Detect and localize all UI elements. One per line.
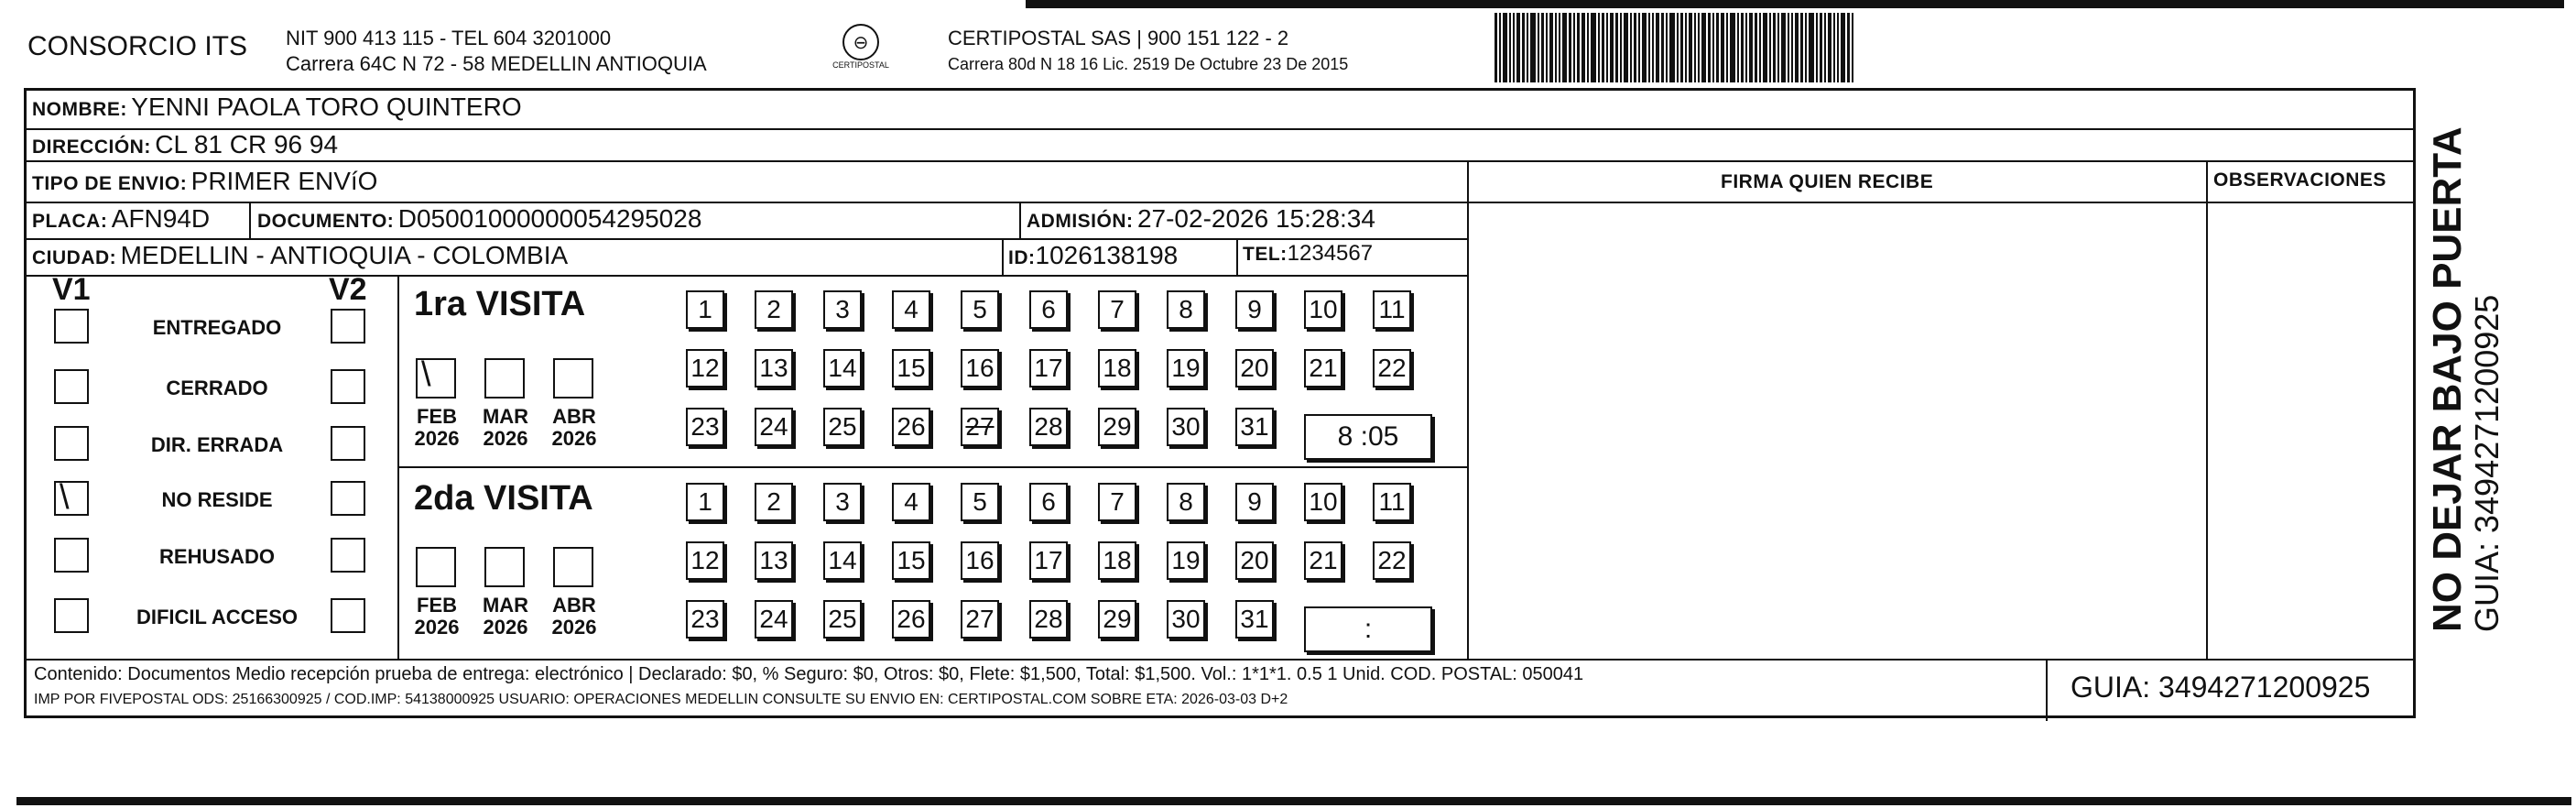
barcode-bar <box>1652 13 1654 82</box>
barcode-bar <box>1503 13 1507 82</box>
tel-value: 1234567 <box>1287 241 1374 266</box>
month-label <box>405 406 469 450</box>
month-checkbox[interactable] <box>484 358 525 399</box>
day-checkbox[interactable]: 31 <box>1235 408 1274 446</box>
v1-checkbox[interactable] <box>54 538 89 573</box>
v1-checkbox[interactable] <box>54 426 89 461</box>
barcode-bar <box>1763 13 1767 82</box>
barcode-bar <box>1755 13 1757 82</box>
barcode-bar <box>1795 13 1799 82</box>
day-checkbox[interactable]: 17 <box>1029 349 1068 388</box>
v2-checkbox[interactable] <box>331 309 365 344</box>
day-checkbox[interactable]: 19 <box>1167 349 1205 388</box>
day-checkbox[interactable]: 29 <box>1098 600 1136 639</box>
barcode-bar <box>1581 13 1585 82</box>
barcode-bar <box>1737 13 1739 82</box>
visit2-time[interactable]: : <box>1304 606 1432 652</box>
barcode-bar <box>1712 13 1714 82</box>
barcode-bar <box>1694 13 1696 82</box>
shipment-type: PRIMER ENVíO <box>190 167 378 195</box>
barcode-bar <box>1677 13 1679 82</box>
month-name: FEB <box>417 405 457 428</box>
type-label: TIPO DE ENVIO: <box>32 173 188 194</box>
day-checkbox[interactable]: 4 <box>892 483 930 521</box>
day-checkbox[interactable]: 12 <box>686 349 724 388</box>
barcode-bar <box>1837 13 1839 82</box>
barcode-bar <box>1833 13 1835 82</box>
barcode-bar <box>1577 13 1580 82</box>
status-label: DIFICIL ACCESO <box>136 606 298 628</box>
barcode-bar <box>1569 13 1571 82</box>
barcode-bar <box>1805 13 1807 82</box>
no-dejar-notice: NO DEJAR BAJO PUERTA <box>2425 126 2470 632</box>
month-name: MAR <box>482 405 529 428</box>
month-label <box>542 595 606 639</box>
barcode-bar <box>1800 13 1803 82</box>
barcode-bar <box>1701 13 1706 82</box>
barcode-bar <box>1820 13 1822 82</box>
status-label: DIR. ERRADA <box>150 433 284 456</box>
top-border-bar <box>1026 0 2564 8</box>
day-checkbox[interactable]: 22 <box>1373 541 1411 580</box>
barcode-bar <box>1841 13 1845 82</box>
barcode-bar <box>1522 13 1525 82</box>
barcode-bar <box>1562 13 1567 82</box>
barcode-bar <box>1559 13 1560 82</box>
day-checkbox[interactable]: 9 <box>1235 483 1274 521</box>
day-checkbox[interactable]: 28 <box>1029 600 1068 639</box>
barcode-bar <box>1598 13 1600 82</box>
footer-guia: GUIA: 3494271200925 <box>2071 671 2371 704</box>
id-field <box>1008 241 1178 270</box>
day-checkbox[interactable]: 5 <box>961 483 999 521</box>
barcode-bar <box>1721 13 1724 82</box>
recipient-name: YENNI PAOLA TORO QUINTERO <box>131 93 522 121</box>
admission-label: ADMISIÓN: <box>1027 211 1134 232</box>
logo-icon: ⊖ <box>842 24 879 60</box>
barcode-bar <box>1680 13 1683 82</box>
barcode-bar <box>1606 13 1608 82</box>
tel-label: TEL: <box>1243 244 1288 265</box>
month-year: 2026 <box>483 427 528 450</box>
admission-field <box>1027 204 1375 234</box>
day-checkbox[interactable]: 8 <box>1167 483 1205 521</box>
plate-field <box>32 204 210 234</box>
barcode-bar <box>1638 13 1640 82</box>
barcode-bar <box>1666 13 1668 82</box>
day-checkbox[interactable]: 21 <box>1304 349 1342 388</box>
barcode-bar <box>1516 13 1520 82</box>
day-checkbox[interactable]: 24 <box>755 600 793 639</box>
barcode-bar <box>1546 13 1548 82</box>
month-name: ABR <box>552 405 596 428</box>
v2-checkbox[interactable] <box>331 598 365 633</box>
barcode-bar <box>1541 13 1544 82</box>
id-value: 1026138198 <box>1035 241 1179 269</box>
barcode-bar <box>1602 13 1604 82</box>
day-checkbox[interactable]: 10 <box>1304 290 1342 329</box>
status-label: CERRADO <box>166 377 268 399</box>
barcode-bar <box>1530 13 1536 82</box>
month-name: ABR <box>552 594 596 617</box>
barcode-bar <box>1824 13 1826 82</box>
day-checkbox[interactable]: 6 <box>1029 290 1068 329</box>
month-label <box>542 406 606 450</box>
day-checkbox[interactable]: 20 <box>1235 349 1274 388</box>
day-checkbox[interactable]: 8 <box>1167 290 1205 329</box>
day-checkbox[interactable]: 16 <box>961 349 999 388</box>
day-checkbox[interactable]: 2 <box>755 290 793 329</box>
side-guia: GUIA: 3494271200925 <box>2468 294 2505 632</box>
day-checkbox[interactable]: 1 <box>686 290 724 329</box>
type-field <box>32 167 377 196</box>
day-checkbox[interactable]: 16 <box>961 541 999 580</box>
document-value: D05001000000054295028 <box>397 204 702 233</box>
day-checkbox[interactable]: 7 <box>1098 483 1136 521</box>
address-field <box>32 130 338 159</box>
day-checkbox[interactable]: 27 <box>961 600 999 639</box>
barcode-bar <box>1669 13 1675 82</box>
day-checkbox[interactable]: 9 <box>1235 290 1274 329</box>
city-field <box>32 241 568 270</box>
barcode-bar <box>1828 13 1831 82</box>
month-label <box>405 595 469 639</box>
courier-license: Carrera 80d N 18 16 Lic. 2519 De Octubre 23 De 2015 <box>948 55 1349 73</box>
city-label: CIUDAD: <box>32 247 117 268</box>
day-checkbox[interactable]: 11 <box>1373 290 1411 329</box>
tel-field <box>1243 241 1373 267</box>
document-label: DOCUMENTO: <box>257 211 395 232</box>
barcode-bar <box>1527 13 1528 82</box>
plate-label: PLACA: <box>32 211 108 232</box>
barcode-bar <box>1788 13 1789 82</box>
day-checkbox[interactable]: 29 <box>1098 408 1136 446</box>
day-checkbox[interactable]: 15 <box>892 349 930 388</box>
day-checkbox[interactable]: 19 <box>1167 541 1205 580</box>
barcode-bar <box>1847 13 1850 82</box>
day-checkbox[interactable]: 22 <box>1373 349 1411 388</box>
barcode-bar <box>1509 13 1511 82</box>
month-name: FEB <box>417 594 457 617</box>
day-checkbox[interactable]: 3 <box>823 290 862 329</box>
day-checkbox[interactable]: 21 <box>1304 541 1342 580</box>
day-checkbox[interactable]: 1 <box>686 483 724 521</box>
v1-checkbox[interactable] <box>54 369 89 404</box>
day-checkbox[interactable]: 26 <box>892 600 930 639</box>
barcode-bar <box>1730 13 1735 82</box>
delivery-form <box>24 88 2416 718</box>
status-label: ENTREGADO <box>152 316 282 339</box>
name-field <box>32 93 522 122</box>
barcode-bar <box>1642 13 1647 82</box>
barcode-bar <box>1685 13 1687 82</box>
day-checkbox[interactable]: 23 <box>686 600 724 639</box>
day-checkbox[interactable]: 25 <box>823 408 862 446</box>
month-name: MAR <box>482 594 529 617</box>
day-checkbox[interactable]: 24 <box>755 408 793 446</box>
status-label: NO RESIDE <box>161 488 273 511</box>
barcode-bar <box>1513 13 1515 82</box>
month-checkbox[interactable] <box>484 547 525 587</box>
day-checkbox[interactable]: 23 <box>686 408 724 446</box>
barcode-bar <box>1741 13 1744 82</box>
visit1-title: 1ra VISITA <box>414 285 586 323</box>
day-checkbox[interactable]: 18 <box>1098 349 1136 388</box>
bottom-border-bar <box>16 797 2571 805</box>
barcode-bar <box>1587 13 1589 82</box>
barcode-bar <box>1852 13 1853 82</box>
day-checkbox[interactable]: 28 <box>1029 408 1068 446</box>
day-checkbox[interactable]: 11 <box>1373 483 1411 521</box>
month-checkbox[interactable] <box>553 547 593 587</box>
day-checkbox[interactable]: 17 <box>1029 541 1068 580</box>
day-checkbox[interactable]: 13 <box>755 541 793 580</box>
barcode-bar <box>1549 13 1553 82</box>
day-checkbox[interactable]: 10 <box>1304 483 1342 521</box>
barcode-bar <box>1781 13 1786 82</box>
barcode-bar <box>1745 13 1747 82</box>
courier-name: CERTIPOSTAL SAS | 900 151 122 - 2 <box>948 27 1289 49</box>
day-checkbox[interactable]: 26 <box>892 408 930 446</box>
barcode-bar <box>1708 13 1711 82</box>
v1-checkbox[interactable] <box>54 481 89 516</box>
day-checkbox[interactable]: 3 <box>823 483 862 521</box>
v2-checkbox[interactable] <box>331 538 365 573</box>
day-checkbox[interactable]: 4 <box>892 290 930 329</box>
status-label: REHUSADO <box>159 545 275 568</box>
v2-checkbox[interactable] <box>331 426 365 461</box>
barcode-bar <box>1573 13 1575 82</box>
barcode-bar <box>1624 13 1628 82</box>
month-checkbox[interactable] <box>416 547 456 587</box>
barcode-bar <box>1698 13 1700 82</box>
barcode-bar <box>1749 13 1753 82</box>
certipostal-logo <box>829 24 893 79</box>
address-label: DIRECCIÓN: <box>32 136 151 158</box>
v2-checkbox[interactable] <box>331 369 365 404</box>
barcode-bar <box>1615 13 1618 82</box>
id-label: ID: <box>1008 247 1036 268</box>
barcode-bar <box>1769 13 1771 82</box>
barcode-bar <box>1630 13 1632 82</box>
month-label <box>473 406 538 450</box>
barcode-bar <box>1538 13 1539 82</box>
barcode-bar <box>1777 13 1779 82</box>
day-checkbox[interactable]: 15 <box>892 541 930 580</box>
v2-checkbox[interactable] <box>331 481 365 516</box>
barcode-bar <box>1689 13 1692 82</box>
barcode-bar <box>1661 13 1664 82</box>
v1-checkbox[interactable] <box>54 309 89 344</box>
visit2-title: 2da VISITA <box>414 479 593 518</box>
barcode-bar <box>1816 13 1818 82</box>
month-year: 2026 <box>483 616 528 639</box>
month-checkbox[interactable] <box>416 358 456 399</box>
observations-header: OBSERVACIONES <box>2213 169 2386 191</box>
month-year: 2026 <box>414 427 460 450</box>
barcode-bar <box>1634 13 1636 82</box>
month-year: 2026 <box>551 427 597 450</box>
day-checkbox[interactable]: 12 <box>686 541 724 580</box>
barcode-bar <box>1759 13 1761 82</box>
company-nit: NIT 900 413 115 - TEL 604 3201000 <box>286 27 612 49</box>
barcode <box>1495 13 2181 82</box>
day-checkbox[interactable]: 14 <box>823 349 862 388</box>
barcode-bar <box>1716 13 1719 82</box>
barcode-bar <box>1555 13 1557 82</box>
v1-label: V1 <box>52 272 91 307</box>
day-checkbox[interactable]: 14 <box>823 541 862 580</box>
recipient-address: CL 81 CR 96 94 <box>155 130 339 158</box>
day-checkbox[interactable]: 13 <box>755 349 793 388</box>
day-checkbox[interactable]: 25 <box>823 600 862 639</box>
month-year: 2026 <box>414 616 460 639</box>
footer-contents: Contenido: Documentos Medio recepción prueba de entrega: electrónico | Declarado: $0, % Seguro: $0, Otros: $0, Flete: $1,500, Total: $1,500. Vol.: 1*1*1. 0.5 1 Unid. COD. POSTAL: 050041 <box>34 664 1584 684</box>
day-checkbox[interactable]: 30 <box>1167 600 1205 639</box>
document-field <box>257 204 701 234</box>
signature-header: FIRMA QUIEN RECIBE <box>1721 171 1934 192</box>
admission-value: 27-02-2026 15:28:34 <box>1136 204 1375 233</box>
day-checkbox[interactable]: 5 <box>961 290 999 329</box>
barcode-bar <box>1773 13 1776 82</box>
day-checkbox[interactable]: 30 <box>1167 408 1205 446</box>
visit1-time[interactable]: 8 :05 <box>1304 414 1432 460</box>
v1-checkbox[interactable] <box>54 598 89 633</box>
barcode-bar <box>1499 13 1501 82</box>
barcode-bar <box>1726 13 1728 82</box>
month-checkbox[interactable] <box>553 358 593 399</box>
month-label <box>473 595 538 639</box>
barcode-bar <box>1591 13 1596 82</box>
name-label: NOMBRE: <box>32 99 127 120</box>
barcode-bar <box>1620 13 1622 82</box>
logo-text: CERTIPOSTAL <box>832 60 889 70</box>
v2-label: V2 <box>329 272 367 307</box>
month-year: 2026 <box>551 616 597 639</box>
barcode-bar <box>1495 13 1497 82</box>
company-address: Carrera 64C N 72 - 58 MEDELLIN ANTIOQUIA <box>286 52 707 75</box>
day-checkbox[interactable]: 7 <box>1098 290 1136 329</box>
plate-value: AFN94D <box>111 204 211 233</box>
barcode-bar <box>1656 13 1659 82</box>
side-notice <box>2427 126 2505 632</box>
barcode-bar <box>1809 13 1814 82</box>
barcode-bar <box>1610 13 1614 82</box>
footer-imp: IMP POR FIVEPOSTAL ODS: 25166300925 / COD.IMP: 54138000925 USUARIO: OPERACIONES MEDELLIN CONSULTE SU ENVIO EN: CERTIPOSTAL.COM SOBRE ETA: 2026-03-03 D+2 <box>34 692 1288 707</box>
day-checkbox[interactable]: 20 <box>1235 541 1274 580</box>
city-value: MEDELLIN - ANTIOQUIA - COLOMBIA <box>120 241 569 269</box>
day-checkbox[interactable]: 27 <box>961 408 999 446</box>
barcode-bar <box>1648 13 1650 82</box>
day-checkbox[interactable]: 18 <box>1098 541 1136 580</box>
day-checkbox[interactable]: 31 <box>1235 600 1274 639</box>
day-checkbox[interactable]: 2 <box>755 483 793 521</box>
company-name: CONSORCIO ITS <box>27 31 248 61</box>
courier-info <box>948 26 1348 77</box>
day-checkbox[interactable]: 6 <box>1029 483 1068 521</box>
company-contact <box>286 26 707 77</box>
barcode-bar <box>1791 13 1793 82</box>
